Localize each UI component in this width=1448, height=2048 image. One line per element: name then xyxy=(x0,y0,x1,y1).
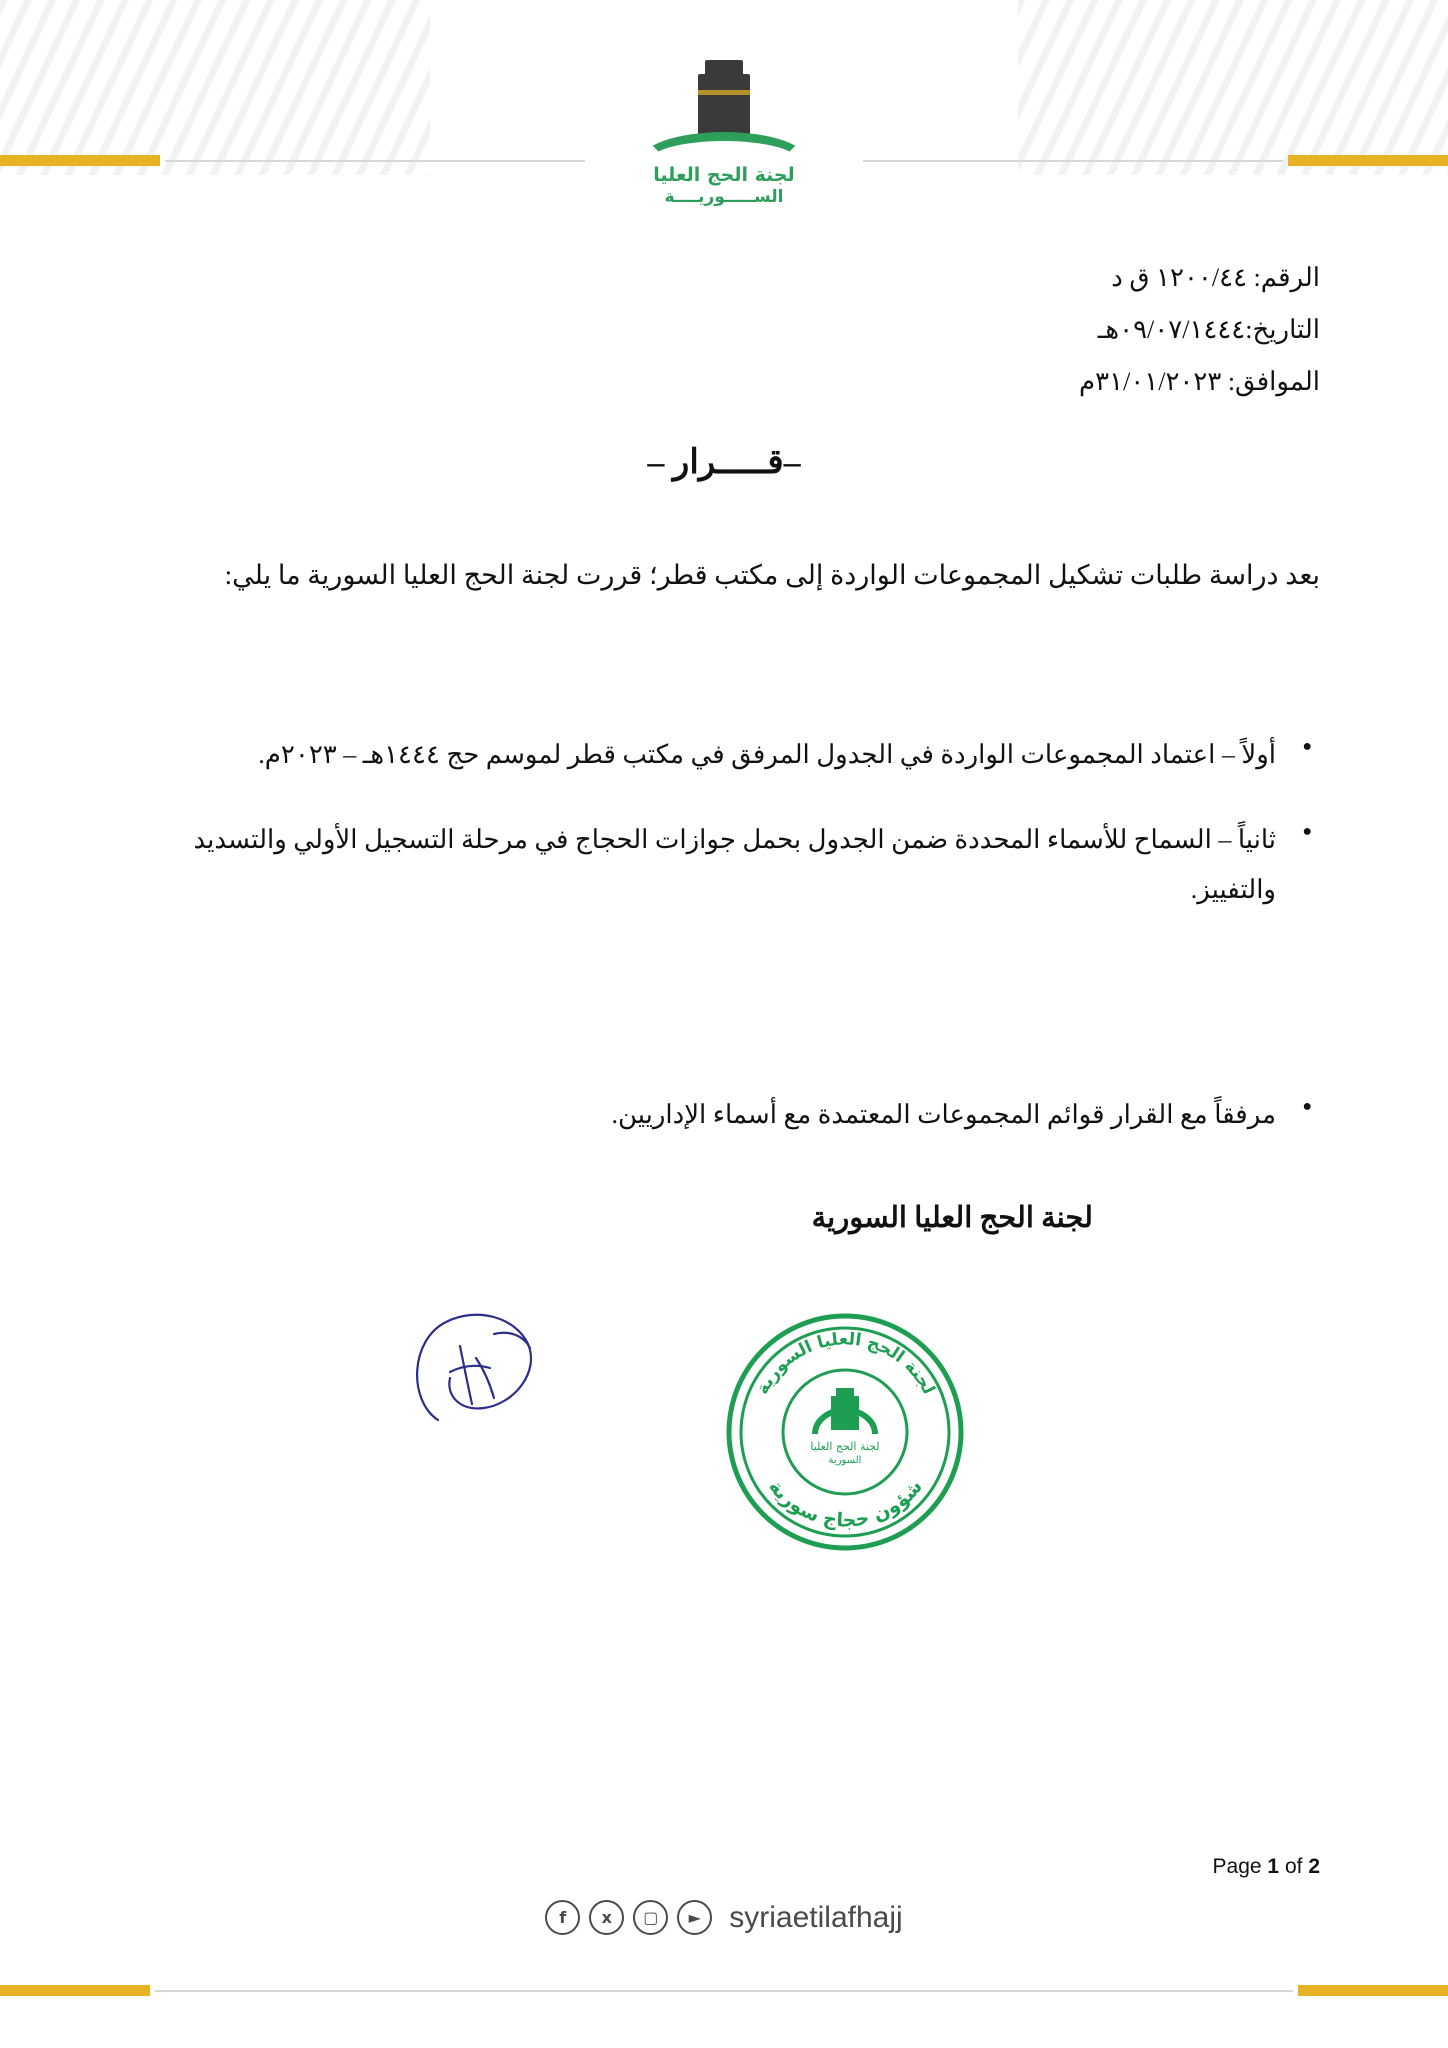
list-item: ● ثانياً – السماح للأسماء المحددة ضمن الجدول بحمل جوازات الحجاج في مرحلة التسجيل الأولي والتسديد والتفييز. xyxy=(128,815,1320,914)
header-stripe-pattern-left xyxy=(0,0,430,175)
footer-rule xyxy=(155,1990,1293,1992)
header-gold-bar-left xyxy=(0,155,160,166)
document-hijri-date: التاريخ:٠٩/٠٧/١٤٤٤هـ xyxy=(1097,315,1320,344)
document-number: الرقم: ١٢٠٠/٤٤ ق د xyxy=(1111,263,1320,292)
kaaba-icon xyxy=(693,60,755,138)
page-title: –قـــــرار – xyxy=(647,444,801,481)
page-label-middle: of xyxy=(1284,1855,1303,1878)
signatory-name: لجنة الحج العليا السورية xyxy=(811,1202,1093,1234)
green-arc-icon xyxy=(639,132,809,162)
organization-logo xyxy=(604,60,844,207)
intro-paragraph: بعد دراسة طلبات تشكيل المجموعات الواردة إلى مكتب قطر؛ قررت لجنة الحج العليا السورية ما يلي: xyxy=(224,560,1320,590)
document-meta xyxy=(1079,252,1320,408)
social-handle: syriaetilafhajj xyxy=(729,1900,903,1934)
kaaba-icon-band xyxy=(698,90,750,95)
svg-text:شؤون حجاج سورية: شؤون حجاج سورية xyxy=(764,1475,927,1532)
document-gregorian-date: الموافق: ٣١/٠١/٢٠٢٣م xyxy=(1079,367,1320,396)
svg-text:لجنة الحج العليا السورية: لجنة الحج العليا السورية xyxy=(752,1329,939,1398)
social-links xyxy=(0,1900,1448,1935)
header-rule-right xyxy=(863,160,1283,162)
page-label-prefix: Page xyxy=(1212,1855,1262,1878)
svg-text:السورية: السورية xyxy=(828,1455,862,1466)
header-gold-bar-right xyxy=(1288,155,1448,166)
page-current: 1 xyxy=(1267,1855,1280,1878)
twitter-icon[interactable]: x xyxy=(589,1900,624,1935)
header-rule-left xyxy=(165,160,585,162)
official-stamp xyxy=(723,1310,968,1555)
handwritten-signature xyxy=(398,1300,588,1440)
logo-title-line2: الســـــوريــــة xyxy=(664,186,784,207)
list-item: ● مرفقاً مع القرار قوائم المجموعات المعتمدة مع أسماء الإداريين. xyxy=(128,1090,1320,1139)
clause-list xyxy=(128,730,1320,1176)
kaaba-icon-body xyxy=(698,74,750,138)
list-item: ● أولاً – اعتماد المجموعات الواردة في الجدول المرفق في مكتب قطر لموسم حج ١٤٤٤هـ – ٢٠٢٣م. xyxy=(128,730,1320,779)
facebook-icon[interactable]: f xyxy=(545,1900,580,1935)
instagram-icon[interactable]: ▢ xyxy=(633,1900,668,1935)
svg-text:لجنة الحج العليا: لجنة الحج العليا xyxy=(810,1440,880,1453)
page-number xyxy=(1213,1855,1320,1879)
telegram-icon[interactable]: ► xyxy=(677,1900,712,1935)
page-total: 2 xyxy=(1308,1855,1320,1878)
header-stripe-pattern-right xyxy=(1018,0,1448,175)
logo-title-line1: لجنة الحج العليا xyxy=(653,164,795,186)
footer-gold-bar-right xyxy=(1298,1985,1448,1996)
footer-gold-bar-left xyxy=(0,1985,150,1996)
